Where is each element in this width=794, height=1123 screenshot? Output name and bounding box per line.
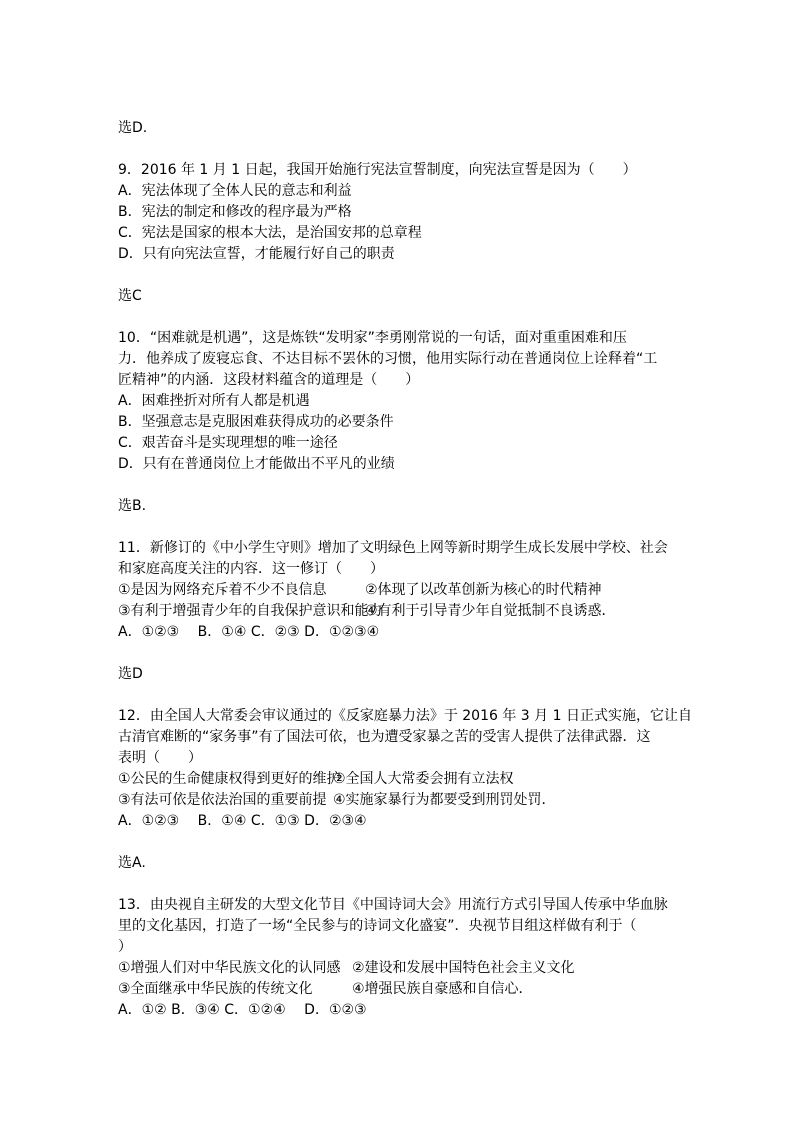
- question-line: 匠精神”的内涵．这段材料蕴含的道理是（ ）: [118, 372, 420, 388]
- blank-line: [118, 139, 698, 160]
- statement: ②体现了以改革创新为核心的时代精神: [365, 582, 602, 598]
- question-line: A．①②③ B．①④ C．②③ D．①②③④: [118, 624, 380, 640]
- question-line: D．只有向宪法宣誓，才能履行好自己的职责: [118, 246, 395, 262]
- statement-pair: [118, 958, 698, 979]
- blank-line: [118, 265, 698, 286]
- question-line: D．只有在普通岗位上才能做出不平凡的业绩: [118, 456, 395, 472]
- statement: ③有利于增强青少年的自我保护意识和能力: [118, 603, 383, 619]
- statement-pair: [118, 580, 698, 601]
- question-line: C．艰苦奋斗是实现理想的唯一途径: [118, 435, 338, 451]
- blank-line: [118, 517, 698, 538]
- question-line: B．坚强意志是克服困难获得成功的必要条件: [118, 414, 394, 430]
- statement: ②建设和发展中国特色社会主义文化: [352, 960, 575, 976]
- answer-line: [118, 496, 698, 517]
- question-block: [118, 706, 698, 832]
- question-block: [118, 538, 698, 643]
- question-line: A．困难挫折对所有人都是机遇: [118, 393, 310, 409]
- statement: ①是因为网络充斥着不少不良信息: [118, 582, 327, 598]
- question-text: 11．新修订的《中小学生守则》增加了文明绿色上网等新时期学生成长发展中学校、社会: [118, 540, 668, 556]
- document-page: [118, 118, 698, 1021]
- blank-line: [118, 685, 698, 706]
- question-block: [118, 895, 698, 1021]
- statement: ③全面继承中华民族的传统文化: [118, 981, 313, 997]
- statement: ①公民的生命健康权得到更好的维护: [118, 771, 341, 787]
- answer-text: 选B.: [118, 498, 147, 514]
- statement: ④增强民族自豪感和自信心．: [352, 981, 533, 997]
- blank-line: [118, 874, 698, 895]
- question-line: 古清官难断的“家务事”有了国法可依，也为遭受家暴之苦的受害人提供了法律武器．这: [118, 729, 651, 745]
- blank-line: [118, 307, 698, 328]
- statement: ③有法可依是依法治国的重要前提: [118, 792, 327, 808]
- statement: ②全国人大常委会拥有立法权: [333, 771, 514, 787]
- question-line: B．宪法的制定和修改的程序最为严格: [118, 204, 352, 220]
- question-line: A．宪法体现了全体人民的意志和利益: [118, 183, 352, 199]
- statement: ④有利于引导青少年自觉抵制不良诱惑．: [365, 603, 616, 619]
- blank-line: [118, 475, 698, 496]
- question-line: A．①②③ B．①④ C．①③ D．②③④: [118, 813, 367, 829]
- answer-text: 选A.: [118, 855, 146, 871]
- question-text: 12．由全国人大常委会审议通过的《反家庭暴力法》于 2016 年 3 月 1 日正式实施，它让自: [118, 708, 692, 724]
- statement-pair: [118, 769, 698, 790]
- blank-line: [118, 832, 698, 853]
- question-text: 10．“困难就是机遇”，这是炼铁“发明家”李勇刚常说的一句话，面对重重困难和压: [118, 330, 627, 346]
- question-line: 力．他养成了废寝忘食、不达目标不罢休的习惯，他用实际行动在普通岗位上诠释着“工: [118, 351, 658, 367]
- question-line: ）: [118, 939, 132, 955]
- question-line: A．①② B．③④ C．①②④ D．①②③: [118, 1002, 367, 1018]
- answer-line: [118, 664, 698, 685]
- statement-pair: [118, 601, 698, 622]
- question-line: 里的文化基因，打造了一场“全民参与的诗词文化盛宴”．央视节目组这样做有利于（: [118, 918, 637, 934]
- answer-line: [118, 286, 698, 307]
- answer-line: [118, 118, 698, 139]
- question-block: [118, 328, 698, 475]
- answer-line: [118, 853, 698, 874]
- answer-text: 选D.: [118, 120, 148, 136]
- statement-pair: [118, 790, 698, 811]
- answer-text: 选C: [118, 288, 142, 304]
- statement: ④实施家暴行为都要受到刑罚处罚．: [333, 792, 556, 808]
- question-line: 表明（ ）: [118, 750, 202, 766]
- question-line: C．宪法是国家的根本大法，是治国安邦的总章程: [118, 225, 422, 241]
- statement-pair: [118, 979, 698, 1000]
- question-text: 9．2016 年 1 月 1 日起，我国开始施行宪法宣誓制度，向宪法宣誓是因为（ ）: [118, 162, 637, 178]
- statement: ①增强人们对中华民族文化的认同感: [118, 960, 341, 976]
- blank-line: [118, 643, 698, 664]
- answer-text: 选D: [118, 666, 143, 682]
- question-line: 和家庭高度关注的内容．这一修订（ ）: [118, 561, 384, 577]
- question-text: 13．由央视自主研发的大型文化节目《中国诗词大会》用流行方式引导国人传承中华血脉: [118, 897, 668, 913]
- question-block: [118, 160, 698, 265]
